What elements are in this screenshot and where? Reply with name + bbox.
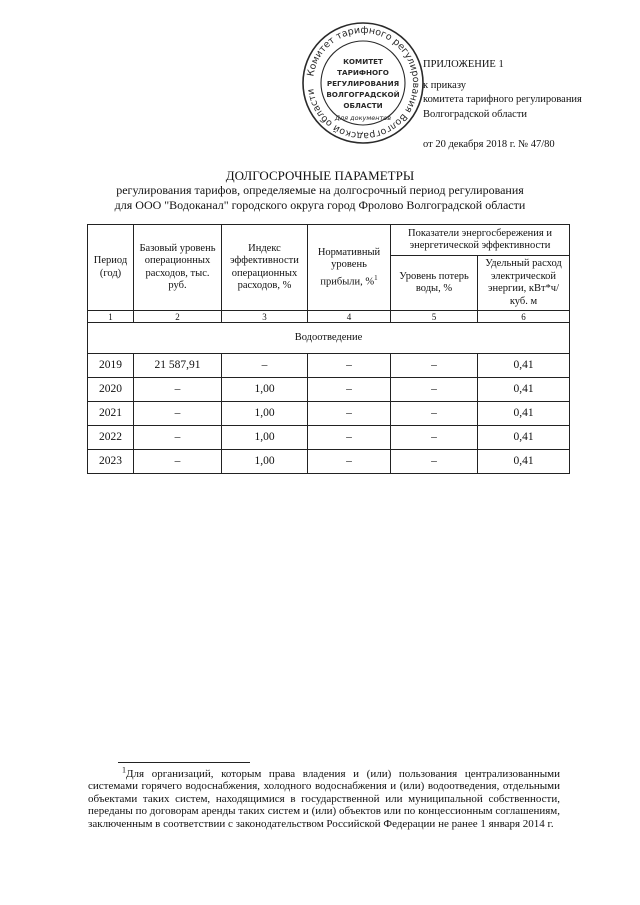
section-heading: Водоотведение <box>88 323 570 354</box>
cell-specific: 0,41 <box>478 402 570 426</box>
cell-base: – <box>134 378 222 402</box>
cell-base: – <box>134 402 222 426</box>
appendix-line: к приказу <box>423 79 466 91</box>
appendix-line: комитета тарифного регулирования <box>423 94 582 105</box>
cell-index: 1,00 <box>222 426 308 450</box>
column-number: 1 <box>88 311 134 323</box>
table-row <box>88 378 570 402</box>
appendix-header <box>423 58 582 153</box>
table-row <box>88 426 570 450</box>
cell-index: 1,00 <box>222 450 308 474</box>
cell-loss: – <box>391 426 478 450</box>
title-line: для ООО "Водоканал" городского округа город Фролово Волгоградской области <box>114 198 526 212</box>
cell-specific: 0,41 <box>478 426 570 450</box>
header-profit: Нормативный уровень прибыли, %$^1$ <box>308 225 391 311</box>
cell-index: 1,00 <box>222 378 308 402</box>
header-water-loss: Уровень потерь воды, % <box>391 256 478 311</box>
cell-specific: 0,41 <box>478 450 570 474</box>
appendix-line: ПРИЛОЖЕНИЕ 1 <box>423 59 504 70</box>
table-row <box>88 402 570 426</box>
stamp-center-line: ВОЛГОГРАДСКОЙ <box>326 90 400 99</box>
appendix-line: от 20 декабря 2018 г. № 47/80 <box>423 139 555 150</box>
cell-year: 2021 <box>88 402 134 426</box>
column-number: 3 <box>222 311 308 323</box>
cell-year: 2020 <box>88 378 134 402</box>
column-number: 5 <box>391 311 478 323</box>
column-number: 2 <box>134 311 222 323</box>
cell-loss: – <box>391 354 478 378</box>
cell-profit: – <box>308 354 391 378</box>
cell-base: – <box>134 450 222 474</box>
cell-year: 2023 <box>88 450 134 474</box>
footnote-separator <box>118 762 250 763</box>
cell-index: – <box>222 354 308 378</box>
stamp-center-line: КОМИТЕТ <box>343 57 383 66</box>
cell-loss: – <box>391 378 478 402</box>
title-main: ДОЛГОСРОЧНЫЕ ПАРАМЕТРЫ <box>225 168 415 183</box>
cell-base: 21 587,91 <box>134 354 222 378</box>
header-period: Период (год) <box>88 225 134 311</box>
stamp-ring-text: Комитет тарифного регулирования Волгоградской области <box>305 24 422 142</box>
official-stamp <box>300 20 426 146</box>
stamp-center-line: ТАРИФНОГО <box>337 68 389 77</box>
table-row <box>88 354 570 378</box>
footnote-text: Для организаций, которым права владения и (или) пользования централизованными системами горячего водоснабжения, холодного водоснабжения и (или) водоотведения, отдельными объектами таких систем, находящимися в государственной или муниципальной собственности, переданы по договорам аренды таких систем и (или) объектов или по концессионным соглашениям, заключенным в соответствии с законодательством Российской Федерации не ранее 1 января 2014 г. <box>88 768 560 830</box>
stamp-center-line: РЕГУЛИРОВАНИЯ <box>326 79 400 88</box>
header-energy-group: Показатели энергосбережения и энергетической эффективности <box>391 225 570 256</box>
cell-year: 2022 <box>88 426 134 450</box>
stamp-bottom-text: Для документов <box>334 114 392 122</box>
title-line: регулирования тарифов, определяемые на долгосрочный период регулирования <box>116 183 524 197</box>
table-row <box>88 450 570 474</box>
column-number: 4 <box>308 311 391 323</box>
header-efficiency-index: Индекс эффективности операционных расходов, % <box>222 225 308 311</box>
cell-year: 2019 <box>88 354 134 378</box>
header-specific-energy: Удельный расход электрической энергии, кВт*ч/куб. м <box>478 256 570 311</box>
cell-base: – <box>134 426 222 450</box>
cell-index: 1,00 <box>222 402 308 426</box>
document-title <box>0 168 640 213</box>
cell-specific: 0,41 <box>478 354 570 378</box>
cell-profit: – <box>308 378 391 402</box>
cell-profit: – <box>308 426 391 450</box>
header-base-opex: Базовый уровень операционных расходов, тыс. руб. <box>134 225 222 311</box>
cell-specific: 0,41 <box>478 378 570 402</box>
cell-profit: – <box>308 402 391 426</box>
cell-loss: – <box>391 402 478 426</box>
cell-profit: – <box>308 450 391 474</box>
parameters-table <box>87 224 570 474</box>
footnote-mark: 1 <box>122 765 126 775</box>
footnote <box>88 765 560 830</box>
cell-loss: – <box>391 450 478 474</box>
column-number: 6 <box>478 311 570 323</box>
appendix-line: Волгоградской области <box>423 108 528 120</box>
stamp-center-line: ОБЛАСТИ <box>343 101 383 110</box>
